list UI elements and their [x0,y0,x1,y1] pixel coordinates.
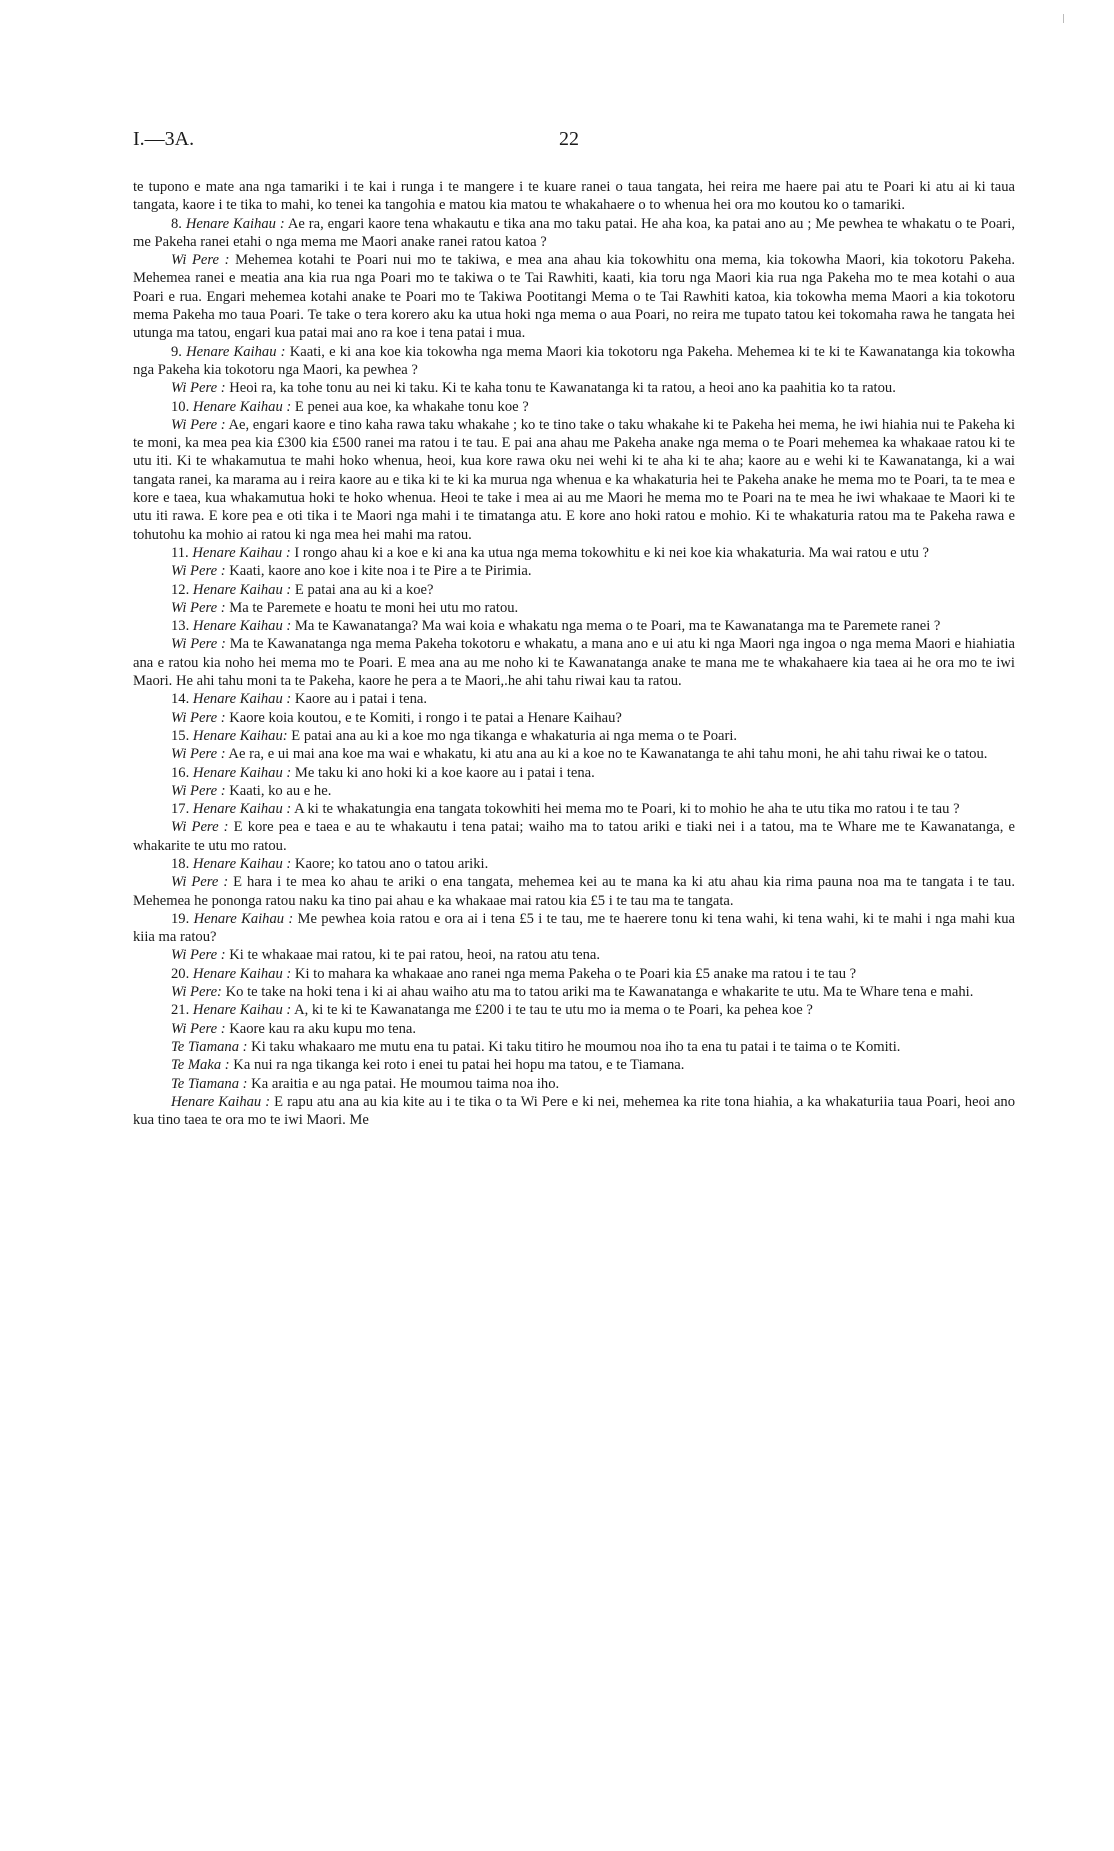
transcript-paragraph [133,343,1015,380]
document-body [133,178,1015,1129]
page-number: 22 [559,128,579,150]
question-number: 13. [171,618,190,635]
paragraph-text: Ae ra, engari kaore tena whakautu e tika ana mo taku patai. He aha koa, ka patai ano au ; Me pewhea te whakatu o te Poari, me Pakeha ranei etahi o nga mema me Maori anake ranei ratou katoa ? [133,215,1015,250]
paragraph-text: Ka nui ra nga tikanga kei roto i enei tu patai hei hopu ma tatou, e te Tiamana. [233,1057,685,1074]
transcript-paragraph [133,745,1015,763]
transcript-paragraph [133,800,1015,818]
question-number: 19. [171,910,190,927]
transcript-paragraph [133,727,1015,745]
question-number: 17. [171,801,190,818]
speaker-name: Wi Pere : [171,252,230,269]
paragraph-text: A, ki te ki te Kawanatanga me £200 i te tau te utu mo ia mema o te Poari, ka pehea koe ? [294,1002,813,1019]
speaker-name: Henare Kaihau : [192,764,292,781]
paragraph-text: Kaati, ko au e he. [229,782,332,799]
speaker-name: Wi Pere : [171,636,226,653]
paragraph-text: Ki to mahara ka whakaae ano ranei nga mema Pakeha o te Poari kia £5 anake ma ratou i te tau ? [294,965,857,982]
question-number: 21. [171,1002,190,1019]
speaker-name: Wi Pere : [171,819,229,836]
paragraph-text: Me taku ki ano hoki ki a koe kaore au i patai i tena. [294,764,595,781]
paragraph-text: Mehemea kotahi te Poari nui mo te takiwa, e mea ana ahau kia tokowhitu ona mema, kia tokowha Maori, kia tokotoru Pakeha. Mehemea ranei e meatia ana kia rua nga Poari mo te takiwa o te Tai Rawhiti, kaati, kia toru nga Maori kia rua nga Pakeha mo te mea kotahi o aua Poari e rua. Engari mehemea kotahi anake te Poari mo te Takiwa Pootitangi Mema o te Tai Rawhiti katoa, kia tokowha mema Maori a kia tokotoru mema Pakeha mo taua Poari. Te take o tera korero aku ka utua hoki nga mema o aua Poari, no reira me tupato tatou kei tokomaha rawa he tangata hei utunga ma tatou, engari kua patai mai ano ra koe i tena patai i mua. [133,252,1015,342]
paragraph-text: E hara i te mea ko ahau te ariki o ena tangata, mehemea kei au te mana ka ki atu ahau kia rima pauna noa ma te tangata i te tau. Mehemea he pononga ratou naku ka tino pai ahau e ka whakaae mai ratou kia £5 i te tau ma te tangata. [133,874,1015,909]
speaker-name: Te Tiamana : [171,1038,248,1055]
transcript-paragraph [133,1020,1015,1038]
speaker-name: Henare Kaihau : [186,343,286,360]
paragraph-text: Kaore kau ra aku kupu mo tena. [229,1020,417,1037]
paragraph-text: Ae, engari kaore e tino kaha rawa taku whakahe ; ko te tino take o taku whakahe ki te Pakeha hei mema, he iwi hiahia nui te Pakeha ki te moni, ka mea pea kia £300 kia £500 ranei ma ratou i te tau. E pai ana ahau me Pakeha anake nga mema o te Poari mehemea ka whakaae ratou ki te utu iti. Ki te whakamutua te mahi hoko whenua, heoi, kua kore rawa oku nei wehi ki te aha ki te aha; kaore au e wehi ki te Kawanatanga, ki a wai tangata ranei, ka marama au i reira kaore au e tika ki te ki ka murua nga whenua e ka whakaturia hei te Pakeha anake he mema mo te Poari, ta te mea e kore e taea, kua whakamutua hoki te hoko whenua. Heoi te take i mea ai au me Maori he mema mo te Poari na te mea he iwi whakaae te Maori ki te utu iti rawa. E kore pea e oti tika i te Maori nga mahi i te timatanga atu. E kore ano hoki ratou e mohio. Ki te whakaturia ratou ma te Pakeha rawa e tohutohu ka mohio ai ratou ki nga mea hei mahi ma ratou. [133,416,1016,543]
speaker-name: Henare Kaihau : [192,618,292,635]
speaker-name: Henare Kaihau : [192,398,292,415]
speaker-name: Wi Pere : [171,563,226,580]
paragraph-text: Me pewhea koia ratou e ora ai i tena £5 i te tau, me te haerere tonu ki tena wahi, ki tena wahi, ki te mahi i nga mahi kua kiia ma ratou? [133,910,1016,946]
paragraph-text: Kaore koia koutou, e te Komiti, i rongo i te patai a Henare Kaihau? [229,709,622,726]
question-number: 15. [171,727,190,744]
transcript-paragraph [133,1056,1015,1074]
page-header [133,128,983,158]
transcript-paragraph [133,1093,1015,1130]
paragraph-text: Ka araitia e au nga patai. He moumou taima noa iho. [251,1075,560,1092]
paragraph-text: A ki te whakatungia ena tangata tokowhiti hei mema mo te Poari, ki to mohio he aha te utu tika mo ratou i te tau ? [294,801,960,818]
paragraph-text: Kaore au i patai i tena. [294,691,428,708]
paragraph-text: Kaore; ko tatou ano o tatou ariki. [294,855,489,872]
paragraph-text: te tupono e mate ana nga tamariki i te kai i runga i te mangere i te kuare ranei o taua tangata, hei reira me haere pai atu te Poari ki atu ai ki taua tangata, kaore i te tika to mahi, ko tenei ka tangohia e matou kia matou te whakahaere o to whenua hei ora mo koutou ko o tamariki. [133,179,1015,214]
question-number: 14. [171,691,190,708]
speaker-name: Henare Kaihau : [185,215,285,232]
question-number: 11. [171,544,189,561]
paragraph-text: Kaati, e ki ana koe kia tokowha nga mema Maori kia tokotoru nga Pakeha. Mehemea ki te ki te Kawanatanga kia tokowha nga Pakeha kia tokotoru nga Maori, ka pewhea ? [133,343,1016,378]
transcript-paragraph [133,1038,1015,1056]
paragraph-text: Ma te Kawanatanga nga mema Pakeha tokotoru e whakatu, a mana ano e ui atu ki nga Maori nga ingoa o nga mema Maori e hiahiatia ana e ratou kia noho hei mema mo te Poari. E mea ana au me noho ki te Kawanatanga anake te mana me te whakahaere kia taea ai he ora mo te iwi Maori. He ahi tahu moni ta te Pakeha, kaore he pera a te Maori,.he ahi tahu riwai kau ta ratou. [133,636,1015,690]
transcript-paragraph [133,635,1015,690]
question-number: 20. [171,965,190,982]
transcript-paragraph [133,965,1015,983]
paragraph-text: Ko te take na hoki tena i ki ai ahau waiho atu ma to tatou ariki ma te Kawanatanga e whakarite te utu. Ma te Whare tena e mahi. [225,984,974,1001]
speaker-name: Wi Pere : [171,416,226,433]
paragraph-text: Heoi ra, ka tohe tonu au nei ki taku. Ki te kaha tonu te Kawanatanga ki ta ratou, a heoi ano ka paahitia ko ta ratou. [229,380,896,397]
speaker-name: Henare Kaihau : [192,801,292,818]
transcript-paragraph [133,617,1015,635]
question-number: 12. [171,581,190,598]
transcript-paragraph [133,398,1015,416]
transcript-paragraph [133,782,1015,800]
transcript-paragraph [133,215,1015,252]
speaker-name: Wi Pere : [171,1020,226,1037]
speaker-name: Henare Kaihau : [192,855,292,872]
speaker-name: Wi Pere : [171,947,226,964]
paragraph-text: I rongo ahau ki a koe e ki ana ka utua nga mema tokowhitu e ki nei koe kia whakaturia. Ma wai ratou e utu ? [294,544,929,561]
transcript-paragraph [133,544,1015,562]
transcript-paragraph [133,1001,1015,1019]
paragraph-text: E patai ana au ki a koe? [294,581,434,598]
transcript-paragraph [133,873,1015,910]
transcript-paragraph [133,379,1015,397]
speaker-name: Henare Kaihau: [192,727,288,744]
speaker-name: Henare Kaihau : [192,691,292,708]
question-number: 10. [171,398,190,415]
speaker-name: Henare Kaihau : [192,581,292,598]
speaker-name: Henare Kaihau : [192,544,291,561]
transcript-paragraph [133,910,1015,947]
speaker-name: Henare Kaihau : [193,910,294,927]
speaker-name: Wi Pere : [171,874,229,891]
document-reference: I.—3A. [133,128,195,150]
transcript-paragraph [133,818,1015,855]
paragraph-text: Kaati, kaore ano koe i kite noa i te Pire a te Pirimia. [229,563,532,580]
transcript-paragraph [133,416,1015,544]
transcript-paragraph [133,599,1015,617]
speaker-name: Te Maka : [171,1057,230,1074]
question-number: 18. [171,855,190,872]
transcript-paragraph [133,855,1015,873]
speaker-name: Wi Pere : [171,380,226,397]
transcript-paragraph [133,178,1015,215]
transcript-paragraph [133,251,1015,342]
speaker-name: Wi Pere: [171,984,222,1001]
paragraph-text: E penei aua koe, ka whakahe tonu koe ? [294,398,529,415]
transcript-paragraph [133,709,1015,727]
speaker-name: Henare Kaihau : [192,965,292,982]
speaker-name: Henare Kaihau : [171,1093,271,1110]
speaker-name: Te Tiamana : [171,1075,248,1092]
speaker-name: Henare Kaihau : [192,1002,292,1019]
question-number: 8. [171,215,182,232]
paragraph-text: Ki te whakaae mai ratou, ki te pai ratou, heoi, na ratou atu tena. [229,947,601,964]
paragraph-text: Ki taku whakaaro me mutu ena tu patai. Ki taku titiro he moumou noa iho ta ena tu patai i te taima o te Komiti. [251,1038,901,1055]
speaker-name: Wi Pere : [171,782,226,799]
transcript-paragraph [133,764,1015,782]
transcript-paragraph [133,946,1015,964]
question-number: 16. [171,764,190,781]
paragraph-text: E rapu atu ana au kia kite au i te tika o ta Wi Pere e ki nei, mehemea ka rite tona hiahia, a ka whakaturiia taua Poari, heoi ano kua tino taea te ora mo te iwi Maori. Me [133,1093,1016,1129]
transcript-paragraph [133,581,1015,599]
paragraph-text: Ma te Kawanatanga? Ma wai koia e whakatu nga mema o te Poari, ma te Kawanatanga ma te Paremete ranei ? [294,618,941,635]
transcript-paragraph [133,562,1015,580]
transcript-paragraph [133,690,1015,708]
scan-mark [1063,14,1064,23]
paragraph-text: Ae ra, e ui mai ana koe ma wai e whakatu, ki atu ana au ki a koe no te Kawanatanga te ahi tahu moni, he ahi tahu riwai ke o tatou. [228,746,988,763]
paragraph-text: E patai ana au ki a koe mo nga tikanga e whakaturia ai nga mema o te Poari. [291,727,738,744]
paragraph-text: Ma te Paremete e hoatu te moni hei utu mo ratou. [229,599,519,616]
transcript-paragraph [133,983,1015,1001]
transcript-paragraph [133,1075,1015,1093]
speaker-name: Wi Pere : [171,709,226,726]
speaker-name: Wi Pere : [171,599,226,616]
paragraph-text: E kore pea e taea e au te whakautu i tena patai; waiho ma to tatou ariki e tiaki nei i a tatou, ma te Whare me te Kawanatanga, e whakarite te utu mo ratou. [133,819,1015,854]
question-number: 9. [171,343,182,360]
speaker-name: Wi Pere : [171,746,226,763]
